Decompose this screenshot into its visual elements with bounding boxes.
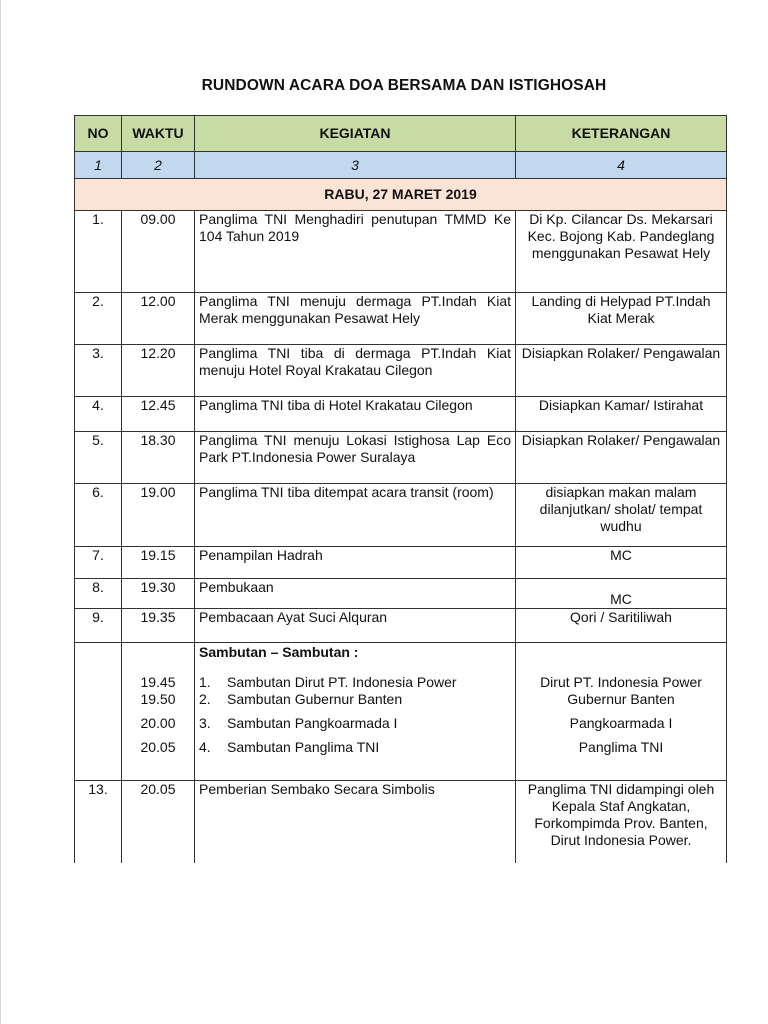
speech-times xyxy=(122,643,195,781)
row-activity: Penampilan Hadrah xyxy=(195,547,516,579)
table-row xyxy=(75,781,727,864)
row-note: Landing di Helypad PT.Indah Kiat Merak xyxy=(516,293,727,345)
row-activity: Pembacaan Ayat Suci Alquran xyxy=(195,609,516,643)
rundown-table xyxy=(74,115,727,863)
column-header-kegiatan: KEGIATAN xyxy=(195,116,516,152)
row-no: 6. xyxy=(75,484,122,547)
row-time: 19.15 xyxy=(122,547,195,579)
speech-item xyxy=(199,739,379,756)
row-no: 5. xyxy=(75,432,122,484)
day-header-row xyxy=(75,179,727,211)
speech-text: Sambutan Dirut PT. Indonesia Power xyxy=(227,674,457,690)
row-time: 19.30 xyxy=(122,579,195,609)
day-header: RABU, 27 MARET 2019 xyxy=(75,179,727,211)
column-number: 4 xyxy=(516,152,727,179)
row-note: MC xyxy=(516,547,727,579)
speech-list xyxy=(195,643,516,781)
column-number: 2 xyxy=(122,152,195,179)
speeches-row xyxy=(75,643,727,781)
row-note: Disiapkan Kamar/ Istirahat xyxy=(516,397,727,432)
row-activity: Panglima TNI Menghadiri penutupan TMMD Ke 104 Tahun 2019 xyxy=(195,211,516,293)
speech-time: 19.45 xyxy=(140,674,176,690)
document-title: RUNDOWN ACARA DOA BERSAMA DAN ISTIGHOSAH xyxy=(201,77,607,94)
table-row xyxy=(75,397,727,432)
row-note: Di Kp. Cilancar Ds. Mekarsari Kec. Bojong Kab. Pandeglang menggunakan Pesawat Hely xyxy=(516,211,727,293)
table-row xyxy=(75,547,727,579)
row-activity: Panglima TNI menuju Lokasi Istighosa Lap Eco Park PT.Indonesia Power Suralaya xyxy=(195,432,516,484)
speeches-heading: Sambutan – Sambutan : xyxy=(199,644,359,660)
row-time: 18.30 xyxy=(122,432,195,484)
column-number-row xyxy=(75,152,727,179)
speech-text: Sambutan Panglima TNI xyxy=(227,739,380,755)
header-row xyxy=(75,116,727,152)
speech-number: 3. xyxy=(199,715,211,731)
speech-text: Sambutan Gubernur Banten xyxy=(227,691,403,707)
row-no: 3. xyxy=(75,345,122,397)
row-no: 8. xyxy=(75,579,122,609)
row-note: Disiapkan Rolaker/ Pengawalan xyxy=(516,432,727,484)
row-no: 9. xyxy=(75,609,122,643)
row-no: 1. xyxy=(75,211,122,293)
row-no: 4. xyxy=(75,397,122,432)
speech-notes xyxy=(516,643,727,781)
column-header-no: NO xyxy=(75,116,122,152)
row-activity: Panglima TNI tiba ditempat acara transit (room) xyxy=(195,484,516,547)
row-activity: Pembukaan xyxy=(195,579,516,609)
row-time: 09.00 xyxy=(122,211,195,293)
row-note: Panglima TNI didampingi oleh Kepala Staf Angkatan, Forkompimda Prov. Banten, Dirut Indonesia Power. xyxy=(516,781,727,864)
speech-note: Pangkoarmada I xyxy=(569,715,673,731)
speech-item xyxy=(199,691,402,708)
row-activity: Panglima TNI tiba di Hotel Krakatau Cilegon xyxy=(195,397,516,432)
column-number: 3 xyxy=(195,152,516,179)
row-activity: Panglima TNI tiba di dermaga PT.Indah Kiat menuju Hotel Royal Krakatau Cilegon xyxy=(195,345,516,397)
row-note: disiapkan makan malam dilanjutkan/ sholat/ tempat wudhu xyxy=(516,484,727,547)
row-note: MC xyxy=(516,579,727,609)
table-row xyxy=(75,484,727,547)
row-time: 19.35 xyxy=(122,609,195,643)
speech-item xyxy=(199,674,457,691)
speech-note: Panglima TNI xyxy=(578,739,664,755)
speech-time: 20.05 xyxy=(140,739,176,755)
speech-text: Sambutan Pangkoarmada I xyxy=(227,715,398,731)
speech-note: Gubernur Banten xyxy=(567,691,675,707)
table-row xyxy=(75,211,727,293)
row-time: 19.00 xyxy=(122,484,195,547)
speech-item xyxy=(199,715,397,732)
speech-note: Dirut PT. Indonesia Power xyxy=(540,674,702,690)
page-edge xyxy=(0,0,1,1024)
speech-number: 2. xyxy=(199,691,211,707)
table-row xyxy=(75,432,727,484)
row-note: Qori / Saritiliwah xyxy=(516,609,727,643)
row-time: 20.05 xyxy=(122,781,195,864)
row-no: 2. xyxy=(75,293,122,345)
column-header-keterangan: KETERANGAN xyxy=(516,116,727,152)
row-activity: Panglima TNI menuju dermaga PT.Indah Kiat Merak menggunakan Pesawat Hely xyxy=(195,293,516,345)
row-note: Disiapkan Rolaker/ Pengawalan xyxy=(516,345,727,397)
row-activity: Pemberian Sembako Secara Simbolis xyxy=(195,781,516,864)
row-time: 12.45 xyxy=(122,397,195,432)
row-no xyxy=(75,643,122,781)
column-number: 1 xyxy=(75,152,122,179)
table-row xyxy=(75,293,727,345)
row-time: 12.20 xyxy=(122,345,195,397)
column-header-waktu: WAKTU xyxy=(122,116,195,152)
row-no: 13. xyxy=(75,781,122,864)
table-row xyxy=(75,609,727,643)
speech-number: 4. xyxy=(199,739,211,755)
speech-time: 20.00 xyxy=(140,715,176,731)
speech-time: 19.50 xyxy=(140,691,176,707)
table-row xyxy=(75,345,727,397)
table-row xyxy=(75,579,727,609)
row-no: 7. xyxy=(75,547,122,579)
speech-number: 1. xyxy=(199,674,211,690)
row-time: 12.00 xyxy=(122,293,195,345)
